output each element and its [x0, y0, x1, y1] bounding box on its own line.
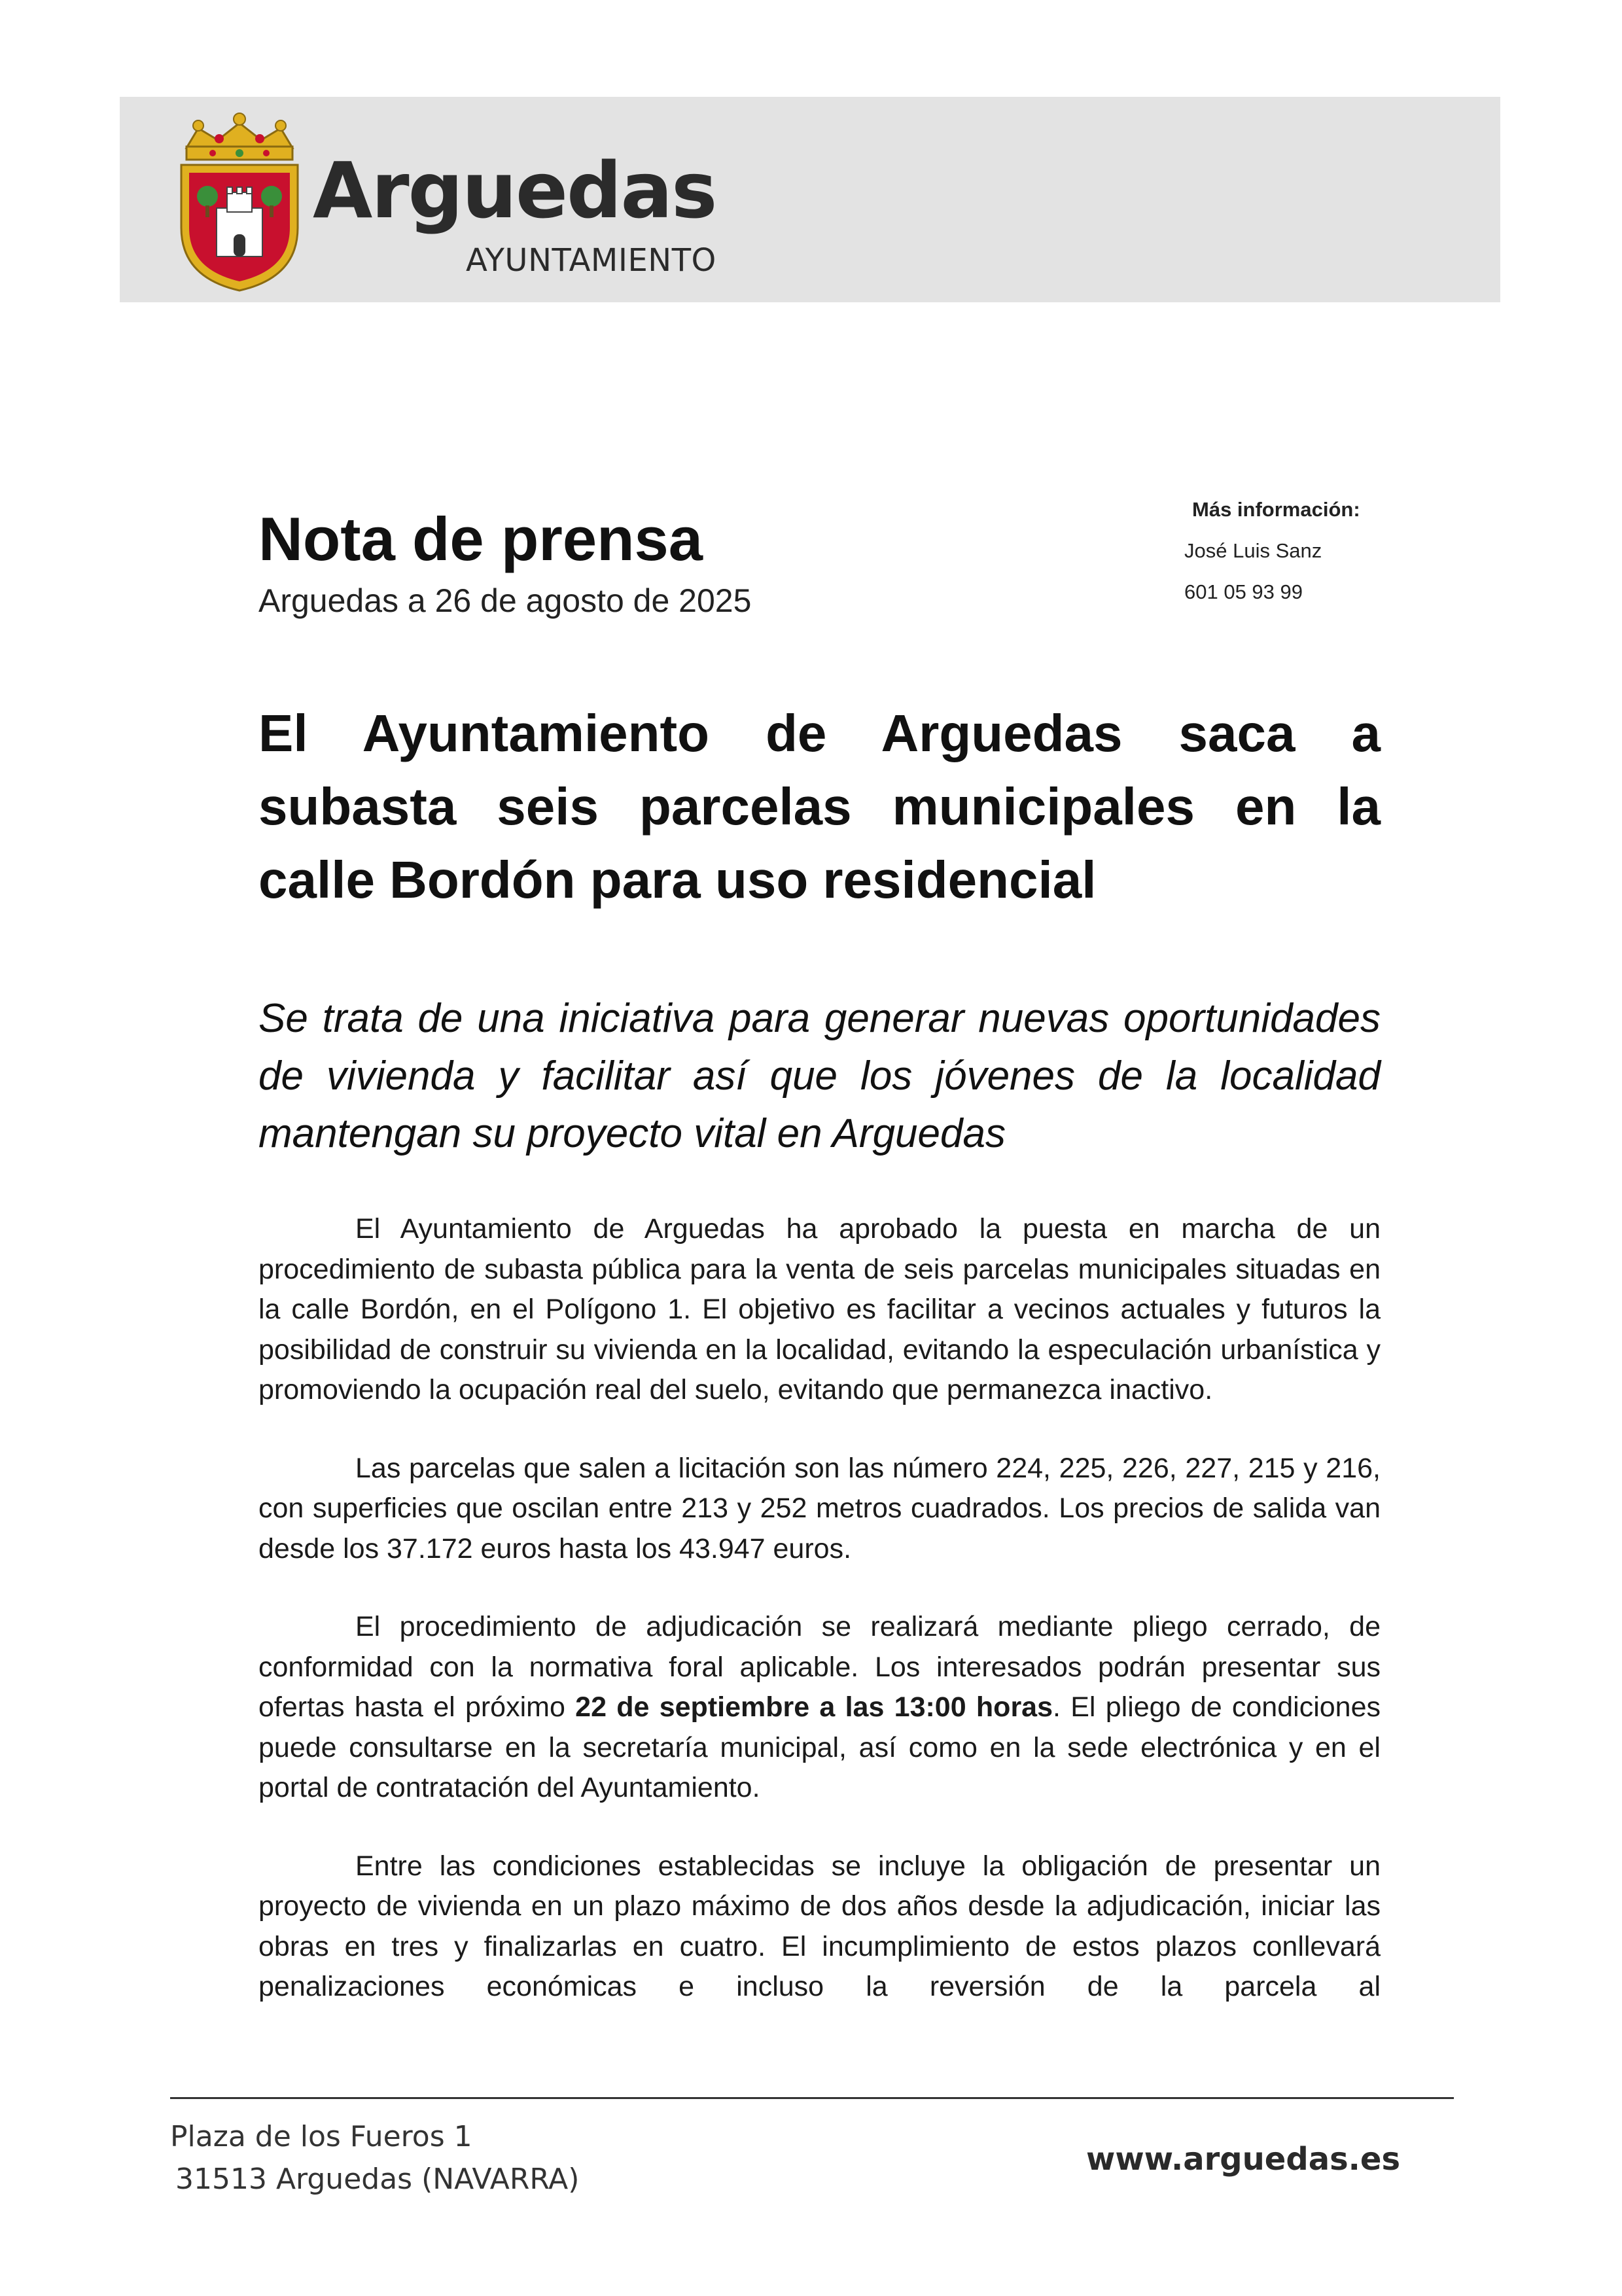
contact-label: Más información:: [1192, 498, 1360, 521]
shield-icon: [181, 165, 298, 291]
footer-address-line2: 31513 Arguedas (NAVARRA): [175, 2163, 580, 2196]
footer-address-line1: Plaza de los Fueros 1: [170, 2120, 472, 2153]
paragraph-1: El Ayuntamiento de Arguedas ha aprobado la puesta en marcha de un procedimiento de subasta pública para la venta de seis parcelas municipales situadas en la calle Bordón, en el Polígono 1. El objetivo es facilitar a vecinos actuales y futuros la posibilidad de construir su vivienda en la localidad, evitando la especulación urbanística y promoviendo la ocupación real del suelo, evitando que permanezca inactivo.: [258, 1213, 1381, 1405]
contact-info: [1184, 497, 1381, 605]
paragraph-2: Las parcelas que salen a licitación son las número 224, 225, 226, 227, 215 y 216, con superficies que oscilan entre 213 y 252 metros cuadrados. Los precios de salida van desde los 37.172 euros hasta los 43.947 euros.: [258, 1452, 1381, 1564]
brand-name: Arguedas: [313, 145, 716, 236]
contact-phone: 601 05 93 99: [1184, 580, 1303, 604]
subheadline: Se trata de una iniciativa para generar nuevas oportunidades de vivienda y facilitar así que los jóvenes de la localidad mantengan su proyecto vital en Arguedas: [258, 996, 1381, 1156]
press-title: Nota de prensa: [258, 504, 703, 573]
crown-icon: [186, 113, 292, 160]
arguedas-crest-icon: [167, 110, 312, 293]
brand-subtitle: AYUNTAMIENTO: [466, 242, 716, 279]
contact-name: José Luis Sanz: [1184, 539, 1322, 563]
paragraph-3-end: . El pliego de condiciones puede consultarse en la secretaría municipal, así como en la sede electrónica y en el portal de contratación del Ayuntamiento.: [258, 1691, 1381, 1803]
article-body: [258, 1209, 1381, 2045]
headline: El Ayuntamiento de Arguedas saca a subasta seis parcelas municipales en la calle Bordón para uso residencial: [258, 704, 1381, 909]
footer-divider: [170, 2097, 1454, 2099]
deadline-highlight: 22 de septiembre a las 13:00 horas: [575, 1691, 1053, 1723]
paragraph-3: [258, 1607, 1381, 1809]
footer-website: www.arguedas.es: [1086, 2141, 1401, 2178]
paragraph-3-start: El procedimiento de adjudicación se realizará mediante pliego cerrado, de conformidad con la normativa foral aplicable. Los interesados podrán presentar sus ofertas hasta el próximo: [258, 1611, 1381, 1723]
press-date: Arguedas a 26 de agosto de 2025: [258, 582, 752, 619]
paragraph-4: Entre las condiciones establecidas se incluye la obligación de presentar un proyecto de vivienda en un plazo máximo de dos años desde la adjudicación, iniciar las obras en tres y finalizarlas en cuatro. El incumplimiento de estos plazos conllevará penalizaciones económicas e incluso la reversión de la parcela al: [258, 1850, 1381, 2002]
